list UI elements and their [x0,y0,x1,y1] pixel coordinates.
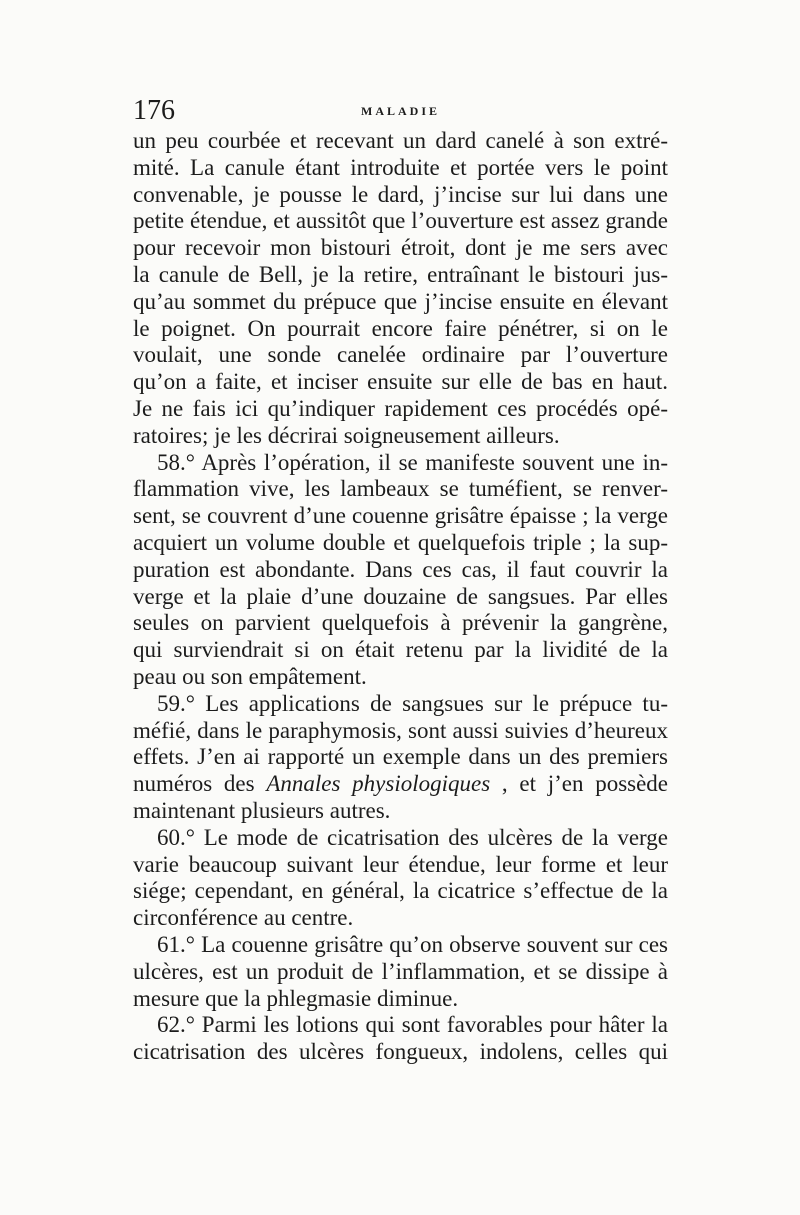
text-line: maintenant plusieurs autres. [133,797,391,823]
text-line: verge et la plaie d’une douzaine de sangsues. Par elles [133,583,668,609]
text-line: petite étendue, et aussitôt que l’ouverture est assez grande [133,208,668,234]
text-line: cicatrisation des ulcères fongueux, indolens, celles qui [133,1039,668,1065]
text-line: varie beaucoup suivant leur étendue, leur forme et leur [133,851,668,877]
running-head: MALADIE [361,104,441,118]
journal-title: Annales physiologiques [266,771,491,797]
text-line-with-title [133,771,668,798]
paragraph-58-line: 58.° Après l’opération, il se manifeste souvent une in- [157,449,668,475]
text-segment: , et j’en possède [501,771,669,797]
text-line: le poignet. On pourrait encore faire pénétrer, si on le [133,315,668,341]
text-line: Je ne fais ici qu’indiquer rapidement ces procédés opé- [133,395,668,421]
text-line: circonférence au centre. [133,905,354,931]
paragraph-61-line: 61.° La couenne grisâtre qu’on observe souvent sur ces [157,931,668,957]
text-line: effets. J’en ai rapporté un exemple dans un des premiers [133,744,668,770]
text-line: ratoires; je les décrirai soigneusement ailleurs. [133,422,560,448]
text-line: la canule de Bell, je la retire, entraînant le bistouri jus- [133,261,668,287]
text-line: méfié, dans le paraphymosis, sont aussi suivies d’heureux [133,717,668,743]
text-line: acquiert un volume double et quelquefois triple ; la sup- [133,529,668,555]
text-line: siége; cependant, en général, la cicatrice s’effectue de la [133,878,668,904]
text-line: voulait, une sonde canelée ordinaire par l’ouverture [133,342,668,368]
text-line: puration est abondante. Dans ces cas, il faut couvrir la [133,556,668,582]
text-line: sent, se couvrent d’une couenne grisâtre épaisse ; la verge [133,503,668,529]
text-line: pour recevoir mon bistouri étroit, dont je me sers avec [133,235,668,261]
text-line: mité. La canule étant introduite et portée vers le point [133,154,668,180]
text-line: convenable, je pousse le dard, j’incise sur lui dans une [133,181,668,207]
text-segment: numéros des [133,771,255,797]
text-line: qu’au sommet du prépuce que j’incise ensuite en élevant [133,288,668,314]
text-line: un peu courbée et recevant un dard canelé à son extré- [133,128,668,153]
text-line: qu’on a faite, et inciser ensuite sur elle de bas en haut. [133,369,668,395]
text-line: mesure que la phlegmasie diminue. [133,985,459,1011]
paragraph-59-line: 59.° Les applications de sangsues sur le prépuce tu- [157,690,668,716]
paragraph-62-line: 62.° Parmi les lotions qui sont favorables pour hâter la [157,1012,668,1038]
text-line: seules on parvient quelquefois à prévenir la gangrène, [133,610,668,636]
text-line: qui surviendrait si on était retenu par la lividité de la [133,637,668,663]
paragraph-60-line: 60.° Le mode de cicatrisation des ulcères de la verge [157,824,668,850]
page-header [133,94,673,128]
page-number: 176 [133,95,175,126]
text-line: ulcères, est un produit de l’inflammation, et se dissipe à [133,958,668,984]
body-text [133,128,668,1066]
text-line: peau ou son empâtement. [133,663,367,689]
text-line: flammation vive, les lambeaux se tuméfient, se renver- [133,476,668,502]
